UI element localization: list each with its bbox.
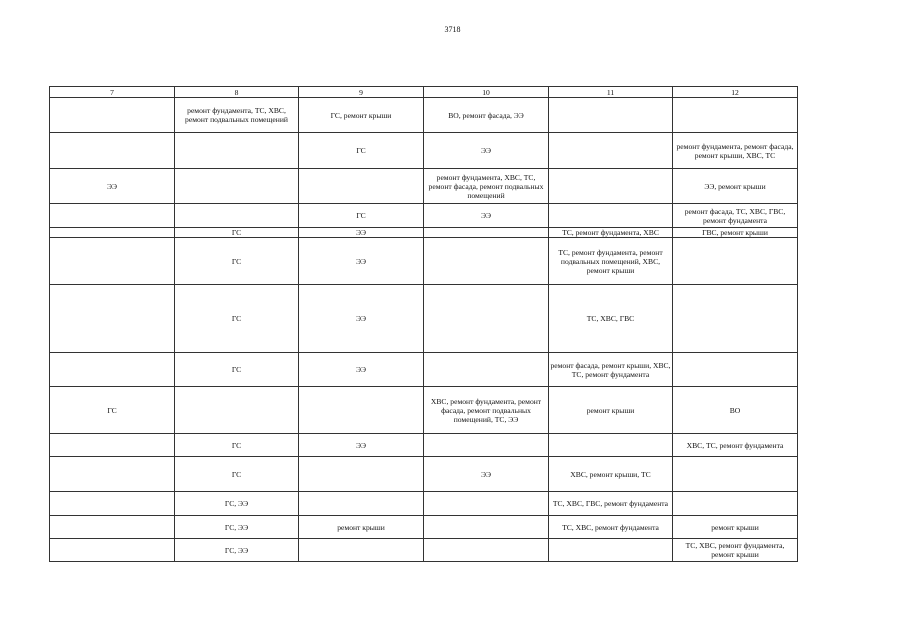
table-cell: ВО [673, 387, 798, 434]
table-cell: ГС [175, 353, 299, 387]
table-cell: ремонт крыши [299, 516, 424, 539]
table-row [50, 457, 798, 492]
table-cell: ремонт фасада, ТС, ХВС, ГВС, ремонт фундамента [673, 204, 798, 228]
table-cell [50, 98, 175, 133]
table-cell [50, 285, 175, 353]
table-cell: ГС, ЭЭ [175, 516, 299, 539]
table-cell [50, 434, 175, 457]
table-cell: ГС [175, 228, 299, 238]
table-cell [175, 387, 299, 434]
table-row [50, 98, 798, 133]
table-cell: ГС [175, 457, 299, 492]
table-cell: ЭЭ [299, 353, 424, 387]
table-cell: ЭЭ [50, 169, 175, 204]
table-cell: ТС, ХВС, ремонт фундамента [549, 516, 673, 539]
table-cell: ТС, ремонт фундамента, ремонт подвальных помещений, ХВС, ремонт крыши [549, 238, 673, 285]
table-cell: ЭЭ [299, 434, 424, 457]
table-cell: ГС, ремонт крыши [299, 98, 424, 133]
table-cell [673, 285, 798, 353]
table-cell: ремонт фасада, ремонт крыши, ХВС, ТС, ремонт фундамента [549, 353, 673, 387]
table-cell [424, 353, 549, 387]
page-number: 3718 [444, 25, 461, 34]
table-cell: ТС, ХВС, ремонт фундамента, ремонт крыши [673, 539, 798, 562]
table-cell [424, 285, 549, 353]
table-cell [299, 492, 424, 516]
table-cell: ХВС, ремонт фундамента, ремонт фасада, ремонт подвальных помещений, ТС, ЭЭ [424, 387, 549, 434]
table-row [50, 434, 798, 457]
table-cell [673, 353, 798, 387]
table-cell [549, 539, 673, 562]
table-cell: ВО, ремонт фасада, ЭЭ [424, 98, 549, 133]
table-cell [673, 238, 798, 285]
table-cell: ЭЭ [424, 133, 549, 169]
table-cell [299, 539, 424, 562]
table-cell [175, 133, 299, 169]
table-cell: ГВС, ремонт крыши [673, 228, 798, 238]
table-cell: ЭЭ [424, 457, 549, 492]
table-row [50, 539, 798, 562]
table-cell: ХВС, ремонт крыши, ТС [549, 457, 673, 492]
data-table [49, 86, 798, 562]
table-cell: ЭЭ [299, 228, 424, 238]
table-cell [50, 516, 175, 539]
table-cell: ремонт крыши [673, 516, 798, 539]
table-cell: ГС, ЭЭ [175, 539, 299, 562]
table-cell [549, 169, 673, 204]
column-number-row [50, 87, 798, 98]
column-number: 12 [673, 87, 798, 98]
table-row [50, 228, 798, 238]
table-cell [50, 238, 175, 285]
column-number: 7 [50, 87, 175, 98]
table-cell [50, 353, 175, 387]
table-cell [175, 169, 299, 204]
table-cell [299, 169, 424, 204]
table-cell: ремонт фундамента, ТС, ХВС, ремонт подвальных помещений [175, 98, 299, 133]
table-cell: ГС, ЭЭ [175, 492, 299, 516]
table-row [50, 169, 798, 204]
column-number: 10 [424, 87, 549, 98]
table-row [50, 285, 798, 353]
table-row [50, 387, 798, 434]
table-cell: ЭЭ [424, 204, 549, 228]
table-cell [424, 434, 549, 457]
table-cell [424, 228, 549, 238]
table-cell: ремонт крыши [549, 387, 673, 434]
table-row [50, 133, 798, 169]
table-row [50, 516, 798, 539]
table-cell: ГС [299, 204, 424, 228]
table-cell: ремонт фундамента, ремонт фасада, ремонт крыши, ХВС, ТС [673, 133, 798, 169]
table-cell [549, 434, 673, 457]
table-cell: ГС [175, 238, 299, 285]
table-row [50, 492, 798, 516]
table-cell: ЭЭ, ремонт крыши [673, 169, 798, 204]
table-cell [50, 133, 175, 169]
table-cell: ТС, ремонт фундамента, ХВС [549, 228, 673, 238]
table-cell: ГС [175, 434, 299, 457]
table-cell [50, 228, 175, 238]
table-cell: ЭЭ [299, 285, 424, 353]
table-cell: ТС, ХВС, ГВС, ремонт фундамента [549, 492, 673, 516]
table-cell: ГС [175, 285, 299, 353]
table-cell [50, 457, 175, 492]
table-cell [673, 457, 798, 492]
table-cell [50, 204, 175, 228]
table-cell: ГС [299, 133, 424, 169]
table-cell [299, 387, 424, 434]
table-cell [175, 204, 299, 228]
table-cell: ТС, ХВС, ГВС [549, 285, 673, 353]
table-cell [424, 238, 549, 285]
column-number: 11 [549, 87, 673, 98]
table-cell [299, 457, 424, 492]
table-cell: ЭЭ [299, 238, 424, 285]
table-cell: ремонт фундамента, ХВС, ТС, ремонт фасада, ремонт подвальных помещений [424, 169, 549, 204]
table-cell [673, 492, 798, 516]
table-cell: ГС [50, 387, 175, 434]
column-number: 9 [299, 87, 424, 98]
table-cell [549, 98, 673, 133]
table-cell [424, 492, 549, 516]
table-cell [673, 98, 798, 133]
table-row [50, 353, 798, 387]
table-cell [50, 539, 175, 562]
table-cell: ХВС, ТС, ремонт фундамента [673, 434, 798, 457]
table-cell [424, 516, 549, 539]
table-cell [549, 204, 673, 228]
table-cell [549, 133, 673, 169]
table-row [50, 204, 798, 228]
table-row [50, 238, 798, 285]
table-cell [50, 492, 175, 516]
column-number: 8 [175, 87, 299, 98]
table-cell [424, 539, 549, 562]
